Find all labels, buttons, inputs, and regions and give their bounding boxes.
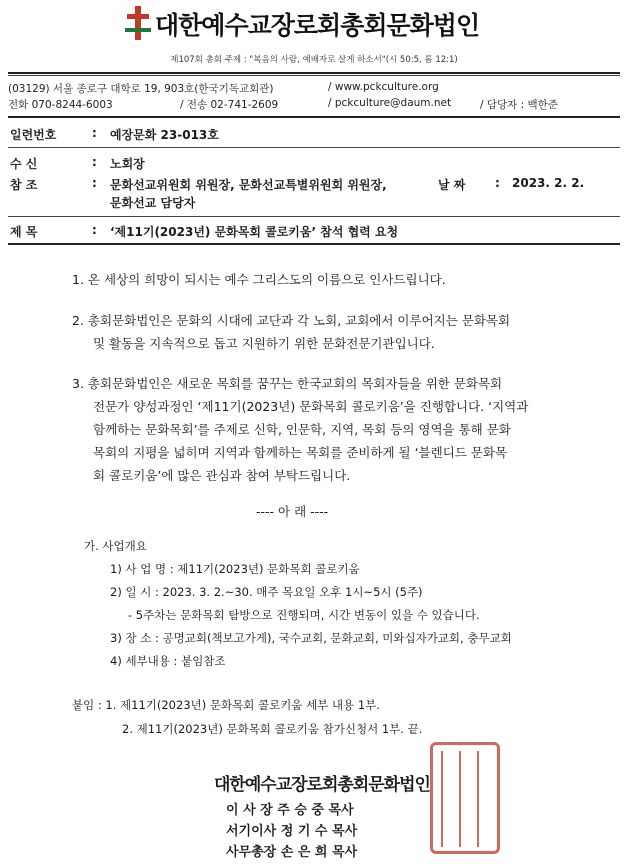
- paragraph-3: 함께하는 문화목회’를 주제로 신학, 인문학, 지역, 목회 등의 영역을 통해 문화: [93, 422, 511, 437]
- divider: [8, 147, 620, 148]
- to-label: 수 신: [10, 157, 38, 171]
- paragraph-3: 목회의 지평을 넓히며 지역과 함께하는 목회를 준비하게 될 ‘블렌디드 문화목: [93, 445, 508, 460]
- detail-item: 3) 장 소 : 공명교회(책보고가게), 국수교회, 문화교회, 미와십자가교회, 충무교회: [110, 631, 512, 645]
- below-marker: ---- 아 래 ----: [256, 504, 329, 519]
- ref-label: 참 조: [10, 178, 38, 192]
- signature-org: 대한예수교장로회총회문화법인: [214, 775, 430, 795]
- detail-item: 2) 일 시 : 2023. 3. 2.~30. 매주 목요일 오후 1시~5시 (5주): [110, 585, 423, 599]
- reference-line: 문화선교위원회 위원장, 문화선교특별위원회 위원장,: [110, 178, 387, 192]
- manager: / 담당자 : 백한준: [480, 99, 558, 111]
- paragraph-3: 전문가 양성과정인 ‘제11기(2023년) 문화목회 콜로키움’을 진행합니다. ‘지역과: [93, 399, 529, 414]
- divider: [8, 116, 620, 118]
- detail-note: - 5주차는 문화목회 탐방으로 진행되며, 시간 변동이 있을 수 있습니다.: [128, 608, 480, 622]
- paragraph-2: 및 활동을 지속적으로 돕고 지원하기 위한 문화전문기관입니다.: [93, 336, 435, 351]
- email: / pckculture@daum.net: [328, 97, 452, 109]
- to-colon: :: [92, 155, 97, 169]
- detail-item: 4) 세부내용 : 붙임참조: [110, 654, 226, 668]
- recipient: 노회장: [110, 157, 145, 171]
- paragraph-2: 2. 총회문화법인은 문화의 시대에 교단과 각 노회, 교회에서 이루어지는 문화목회: [72, 313, 511, 328]
- divider: [8, 216, 620, 217]
- signature-line: 사무총장 손 은 희 목사: [226, 845, 358, 860]
- fax: / 전송 02-741-2609: [180, 99, 279, 111]
- website: / www.pckculture.org: [328, 81, 439, 93]
- attachment-line: 붙임 : 1. 제11기(2023년) 문화목회 콜로키움 세부 내용 1부.: [72, 698, 380, 712]
- date: 2023. 2. 2.: [512, 176, 585, 190]
- paragraph-3: 회 콜로키움’에 많은 관심과 참여 부탁드립니다.: [93, 468, 351, 483]
- cross-logo-icon: [125, 6, 151, 40]
- divider: [8, 75, 620, 76]
- attachment-line: 2. 제11기(2023년) 문화목회 콜로키움 참가신청서 1부. 끝.: [122, 722, 423, 736]
- doc-no-colon: :: [92, 126, 97, 140]
- subject: ‘제11기(2023년) 문화목회 콜로키움’ 참석 협력 요청: [110, 225, 399, 239]
- divider: [8, 243, 620, 245]
- subject-label: 제 목: [10, 225, 38, 239]
- ref-colon: :: [92, 176, 97, 190]
- phone: 전화 070-8244-6003: [8, 99, 113, 111]
- section-heading: 가. 사업개요: [84, 539, 147, 553]
- doc-no-label: 일련번호: [10, 128, 57, 142]
- signature-line: 이 사 장 주 승 중 목사: [226, 803, 354, 818]
- detail-item: 1) 사 업 명 : 제11기(2023년) 문화목회 콜로키움: [110, 562, 360, 576]
- date-colon: :: [495, 176, 500, 190]
- address: (03129) 서울 종로구 대학로 19, 903호(한국기독교회관): [8, 83, 274, 95]
- paragraph-3: 3. 총회문화법인은 새로운 목회를 꿈꾸는 한국교회의 목회자들을 위한 문화목회: [72, 376, 503, 391]
- paragraph-1: 1. 온 세상의 희망이 되시는 예수 그리스도의 이름으로 인사드립니다.: [72, 272, 446, 287]
- org-title: 대한예수교장로회총회문화법인: [155, 11, 480, 40]
- doc-no: 예장문화 23-013호: [110, 128, 219, 142]
- official-seal: [430, 742, 500, 854]
- reference-line: 문화선교 담당자: [110, 196, 196, 210]
- signature-line: 서기이사 정 기 수 목사: [226, 824, 358, 839]
- divider: [8, 72, 620, 74]
- subject-colon: :: [92, 223, 97, 237]
- motto: 제107회 총회 주제 : "복음의 사람, 예배자로 살게 하소서"(시 50:5, 롬 12:1): [170, 55, 458, 65]
- date-label: 날 짜: [438, 178, 466, 192]
